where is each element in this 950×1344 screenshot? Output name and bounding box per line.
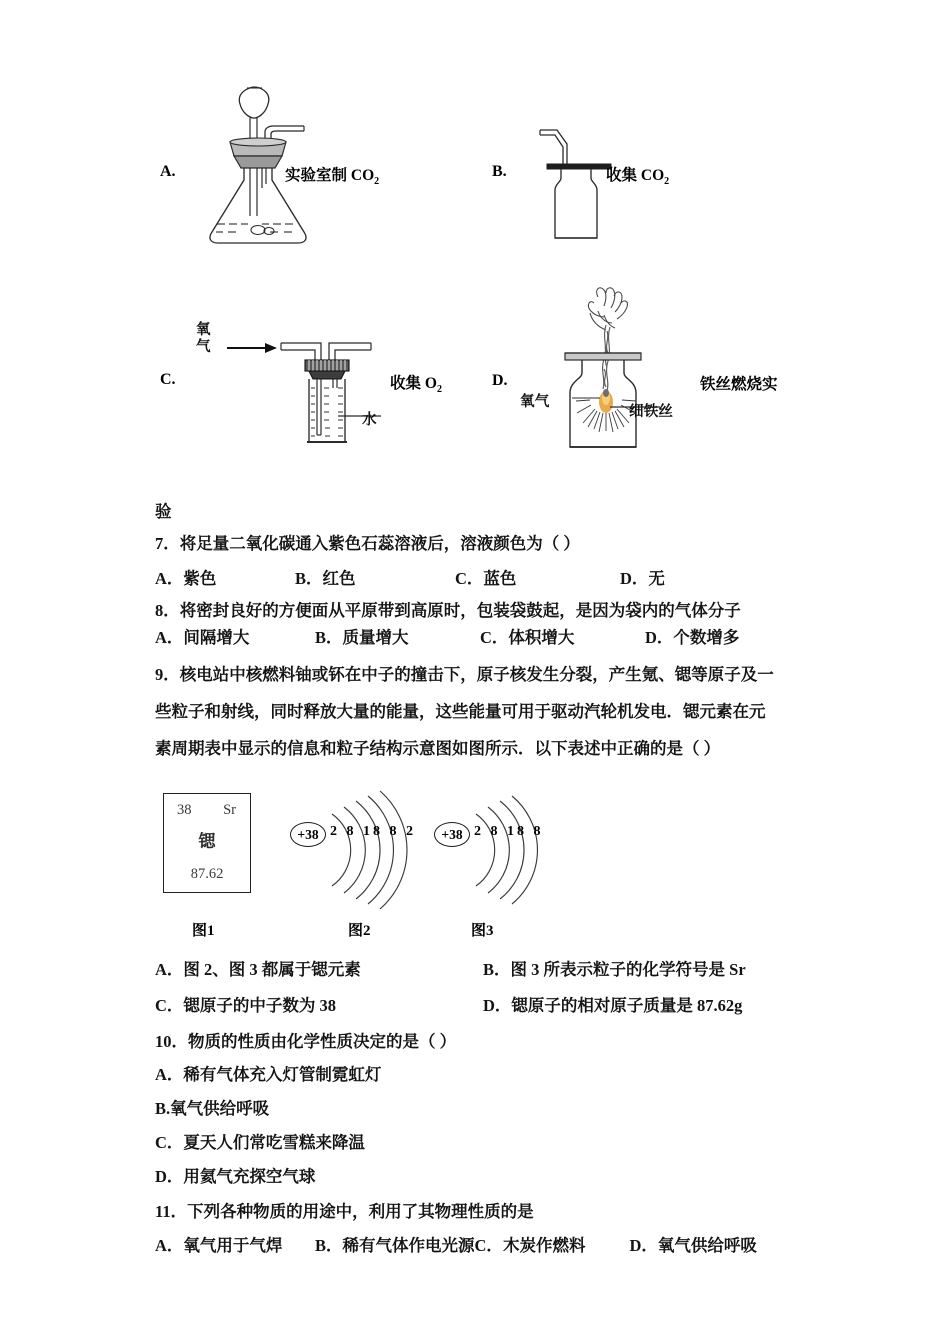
option-a[interactable]: A．紫色 xyxy=(155,569,217,588)
option-a[interactable]: A．氧气用于气焊 xyxy=(155,1236,283,1255)
option-b[interactable]: B．质量增大 xyxy=(315,628,409,647)
option-c[interactable]: C．木炭作燃料 xyxy=(474,1236,586,1255)
element-symbol: Sr xyxy=(223,802,236,818)
question-9-option-b[interactable]: B．图 3 所表示粒子的化学符号是 Sr xyxy=(483,960,746,979)
question-10-stem: 10．物质的性质由化学性质决定的是（ ） xyxy=(155,1032,457,1051)
annotation-text: 细铁丝 xyxy=(629,404,674,420)
figure-label-3: 图3 xyxy=(471,923,494,939)
annotation-text: 水 xyxy=(362,412,377,428)
annotation-oxygen-d xyxy=(520,390,549,411)
option-letter-a: A. xyxy=(160,163,176,180)
figure-iron-wire-burning xyxy=(520,285,695,460)
option-d[interactable]: D．个数增多 xyxy=(645,628,740,647)
nucleus-charge: +38 xyxy=(290,822,326,847)
option-b[interactable]: B．红色 xyxy=(295,569,356,588)
shell-electron-counts: 2 8 18 8 2 xyxy=(330,824,416,839)
caption-iron-wire-burning xyxy=(700,372,778,394)
option-d[interactable]: D．氧气供给呼吸 xyxy=(629,1236,757,1255)
element-chinese-name: 锶 xyxy=(198,832,216,851)
question-10-option-d[interactable]: D．用氦气充探空气球 xyxy=(155,1167,316,1186)
question-10-option-c[interactable]: C．夏天人们常吃雪糕来降温 xyxy=(155,1133,365,1152)
question-9-stem-line-3: 素周期表中显示的信息和粒子结构示意图如图所示．以下表述中正确的是（ ） xyxy=(155,739,721,758)
annotation-fine-iron-wire xyxy=(629,400,673,421)
question-8-options xyxy=(155,624,739,648)
annotation-text: 氧气 xyxy=(520,394,550,410)
caption-collect-o2 xyxy=(390,371,442,395)
element-atomic-number: 38 xyxy=(177,802,192,818)
option-letter-c: C. xyxy=(160,371,176,388)
annotation-oxygen-c xyxy=(196,322,218,356)
atom-diagram-strontium-ion xyxy=(434,800,564,900)
caption-text: 实验室制 CO xyxy=(285,167,375,184)
caption-subscript: 2 xyxy=(436,384,442,396)
option-b[interactable]: B．稀有气体作电光源 xyxy=(315,1236,475,1255)
question-11-stem: 11．下列各种物质的用途中，利用了其物理性质的是 xyxy=(155,1202,534,1221)
caption-subscript: 2 xyxy=(374,176,380,188)
question-9-option-c[interactable]: C．锶原子的中子数为 38 xyxy=(155,996,337,1015)
question-7-options xyxy=(155,565,665,589)
option-a[interactable]: A．间隔增大 xyxy=(155,628,250,647)
question-8-stem: 8．将密封良好的方便面从平原带到高原时，包装袋鼓起，是因为袋内的气体分子 xyxy=(155,601,741,620)
caption-collect-co2 xyxy=(606,163,669,187)
caption-text: 收集 CO xyxy=(606,167,665,184)
question-7-stem: 7．将足量二氧化碳通入紫色石蕊溶液后，溶液颜色为（ ） xyxy=(155,534,580,553)
annotation-text: 氧气 xyxy=(196,322,211,355)
caption-continuation: 验 xyxy=(155,502,172,521)
figure-label-1: 图1 xyxy=(192,923,215,939)
annotation-water xyxy=(362,408,377,429)
option-c[interactable]: C．蓝色 xyxy=(455,569,517,588)
element-atomic-mass: 87.62 xyxy=(190,866,224,882)
question-9-option-d[interactable]: D．锶原子的相对原子质量是 87.62g xyxy=(483,996,743,1015)
option-c[interactable]: C．体积增大 xyxy=(480,628,575,647)
caption-subscript: 2 xyxy=(664,176,670,188)
option-letter-d: D. xyxy=(492,372,508,389)
option-d[interactable]: D．无 xyxy=(620,569,665,588)
figure-label-2: 图2 xyxy=(348,923,371,939)
question-10-option-b[interactable]: B.氧气供给呼吸 xyxy=(155,1099,270,1118)
element-card-strontium xyxy=(163,793,251,893)
nucleus-charge: +38 xyxy=(434,822,470,847)
shell-electron-counts: 2 8 18 8 xyxy=(474,824,544,839)
caption-text: 铁丝燃烧实 xyxy=(700,376,778,393)
figure-collect-o2-water xyxy=(225,330,390,450)
question-9-stem-line-1: 9．核电站中核燃料铀或钚在中子的撞击下，原子核发生分裂，产生氪、锶等原子及一 xyxy=(155,665,774,684)
atom-diagram-strontium-atom xyxy=(290,800,430,900)
question-9-stem-line-2: 些粒子和射线，同时释放大量的能量，这些能量可用于驱动汽轮机发电．锶元素在元 xyxy=(155,702,766,721)
question-9-option-a[interactable]: A．图 2、图 3 都属于锶元素 xyxy=(155,960,361,979)
question-10-option-a[interactable]: A．稀有气体充入灯管制霓虹灯 xyxy=(155,1065,382,1084)
caption-text: 收集 O xyxy=(390,375,437,392)
caption-lab-co2 xyxy=(285,163,379,187)
question-11-options xyxy=(155,1232,757,1256)
option-letter-b: B. xyxy=(492,163,507,180)
